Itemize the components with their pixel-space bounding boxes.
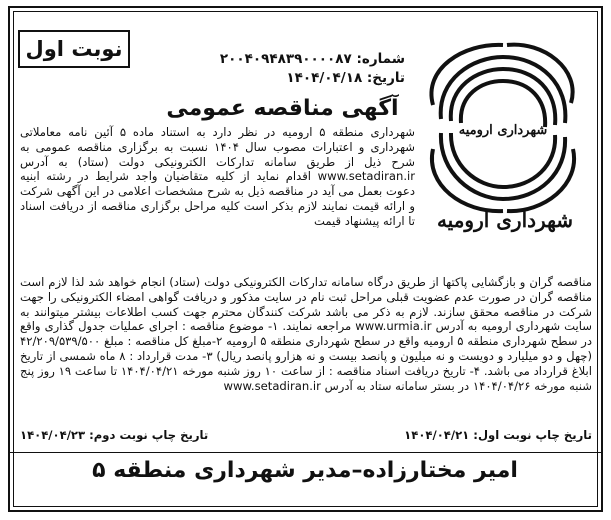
notice-number: شماره: ۲۰۰۴۰۹۴۸۳۹۰۰۰۰۸۷ (219, 51, 405, 67)
notice-body-main: مناقصه گران و بازگشایی پاکتها از طریق درگاه سامانه تدارکات الکترونیکی دولت (ستاد) انجام خواهد شد لذا لازم است مناقصه گران در صورت عدم عضویت قبلی مراحل ثبت نام در سایت مذکور و دریافت گواهی امضاء الکترونیکی را جهت شرکت در مناقصه محقق سازند. لازم به ذکر می باشد شرکت کنندگان محترم جهت کسب اطلاعات بیشتر میتوانند به سایت شهرداری ارومیه به آدرس www.urmia.ir مراجعه نمایند. ۱- موضوع مناقصه : اجرای عملیات جدول گذاری واقع در سطح شهرداری منطقه ۵ ارومیه واقع در سطح شهرداری منطقه ۵ ارومیه ۲-مبلغ کل مناقصه : مبلغ ۴۲/۲۰۹/۵۳۹/۵۰۰ (چهل و دو میلیارد و دویست و نه میلیون و پانصد بیست و نه هزارو پانصد ریال) ۳- مدت قرارداد : ۸ ماه شمسی از تاریخ ابلاغ قرارداد می باشد. ۴- تاریخ دریافت اسناد مناقصه : از ساعت ۱۰ روز شنبه مورخه ۱۴۰۴/۰۴/۲۱ تا ساعت ۱۹ روز پنج شنبه مورخه ۱۴۰۴/۰۴/۲۶ در بستر سامانه ستاد به آدرس www.setadiran.ir (20, 275, 593, 393)
print-dates (20, 428, 592, 442)
notice-title: آگهی مناقصه عمومی (166, 96, 399, 121)
signature-line: امیر مختارزاده–مدیر شهرداری منطقه ۵ (92, 458, 518, 483)
first-round-badge: نوبت اول (18, 30, 130, 68)
notice-meta (170, 50, 405, 88)
urmia-municipality-logo-icon (412, 34, 594, 270)
notice-date: تاریخ: ۱۴۰۴/۰۴/۱۸ (286, 70, 405, 86)
notice-body-top: شهرداری منطقه ۵ ارومیه در نظر دارد به استناد ماده ۵ آئین نامه معاملاتی شهرداری و اعتبارات مصوب سال ۱۴۰۴ نسبت به برگزاری مناقصه عمومی به شرح ذیل از طریق سامانه تدارکات الکترونیکی دولت (ستاد) به آدرس www.setadiran.ir اقدام نماید از کلیه متقاضیان واجد شرایط در رشته ابنیه دعوت بعمل می آید در مناقصه ذیل به شرح مشخصات اعلامی در این آگهی شرکت و ارائه قیمت نمایند لازم بذکر است کلیه مراحل برگزاری مناقصه از دریافت اسناد تا ارائه پیشنهاد قیمت (20, 125, 416, 228)
logo-inner-text: شهرداری ارومیه (458, 123, 548, 138)
footer-divider (10, 452, 601, 453)
second-print-date: تاریخ چاپ نوبت دوم: ۱۴۰۴/۰۴/۲۳ (20, 428, 209, 442)
logo-caption: شهرداری ارومیه (436, 208, 574, 232)
first-print-date: تاریخ چاپ نوبت اول: ۱۴۰۴/۰۴/۲۱ (404, 428, 592, 442)
